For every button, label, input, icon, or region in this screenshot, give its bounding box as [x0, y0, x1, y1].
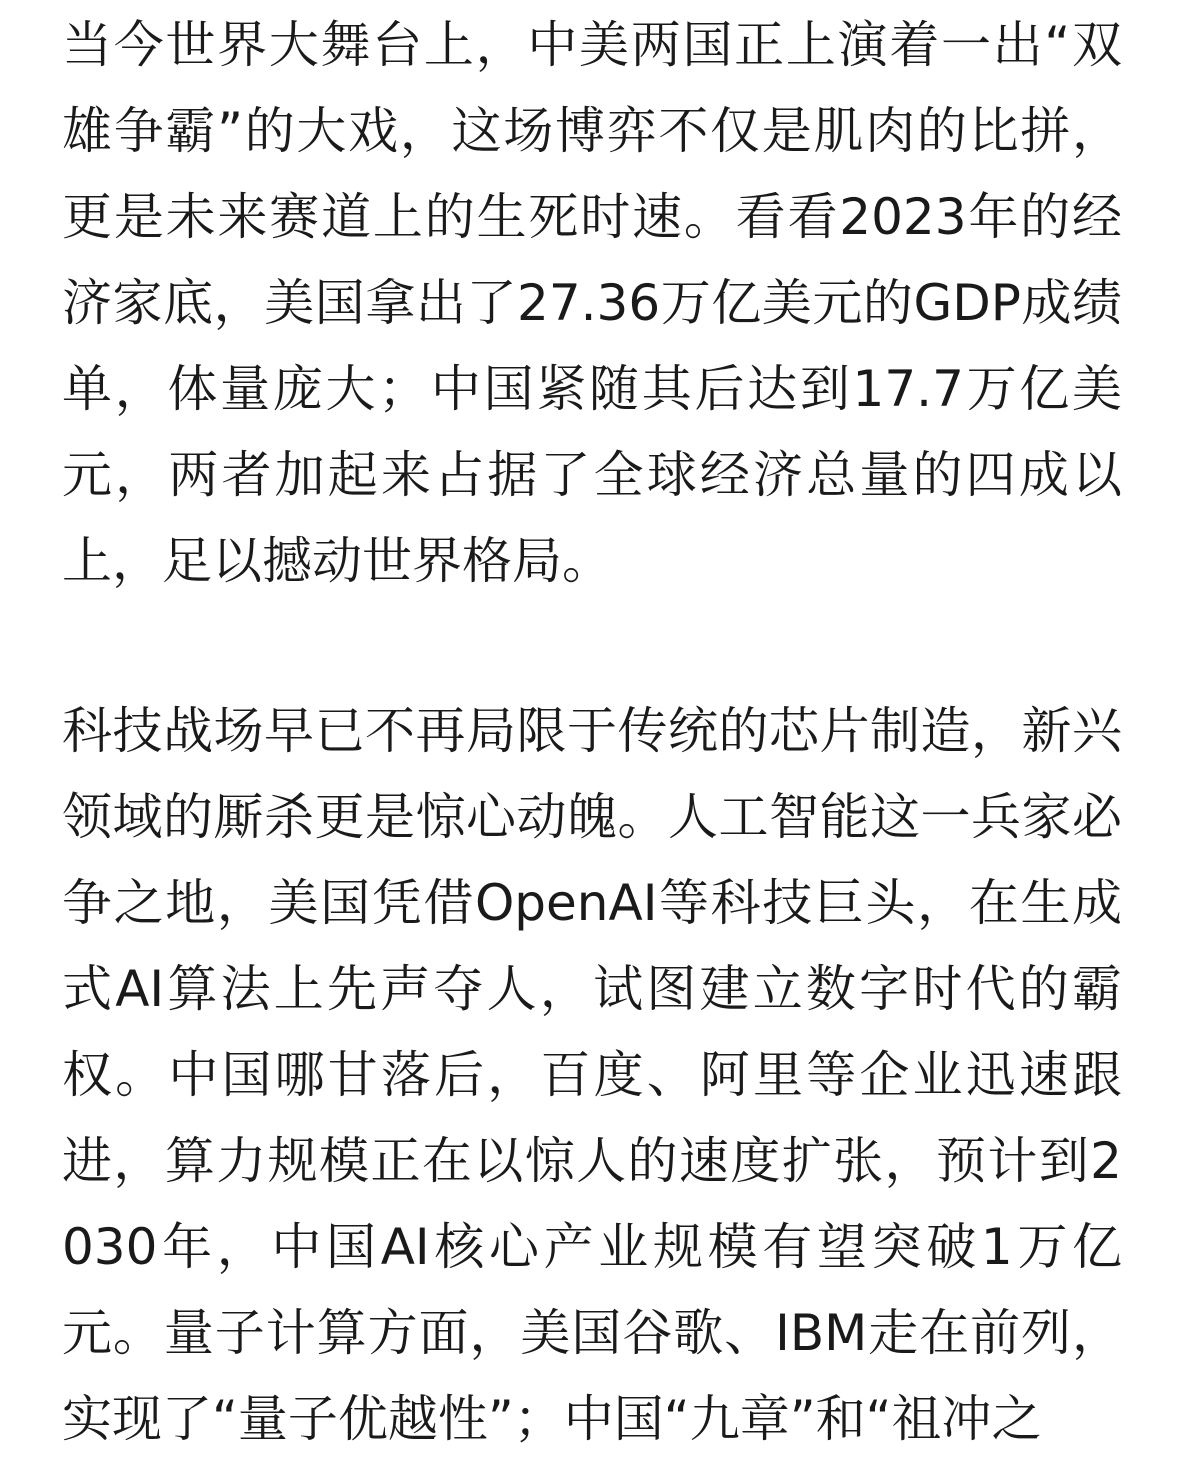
article-paragraph: 科技战场早已不再局限于传统的芯片制造，新兴领域的厮杀更是惊心动魄。人工智能这一兵家必争之地，美国凭借OpenAI等科技巨头，在生成式AI算法上先声夺人，试图建立数字时代的霸权。中国哪甘落后，百度、阿里等企业迅速跟进，算力规模正在以惊人的速度扩张，预计到2030年，中国AI核心产业规模有望突破1万亿元。量子计算方面，美国谷歌、IBM走在前列，实现了“量子优越性”；中国“九章”和“祖冲之: [62, 702, 1122, 1448]
article-body: [62, 0, 1122, 1462]
article-paragraph: 当今世界大舞台上，中美两国正上演着一出“双雄争霸”的大戏，这场博弈不仅是肌肉的比拼，更是未来赛道上的生死时速。看看2023年的经济家底，美国拿出了27.36万亿美元的GDP成绩单，体量庞大；中国紧随其后达到17.7万亿美元，两者加起来占据了全球经济总量的四成以上，足以撼动世界格局。: [62, 16, 1122, 590]
